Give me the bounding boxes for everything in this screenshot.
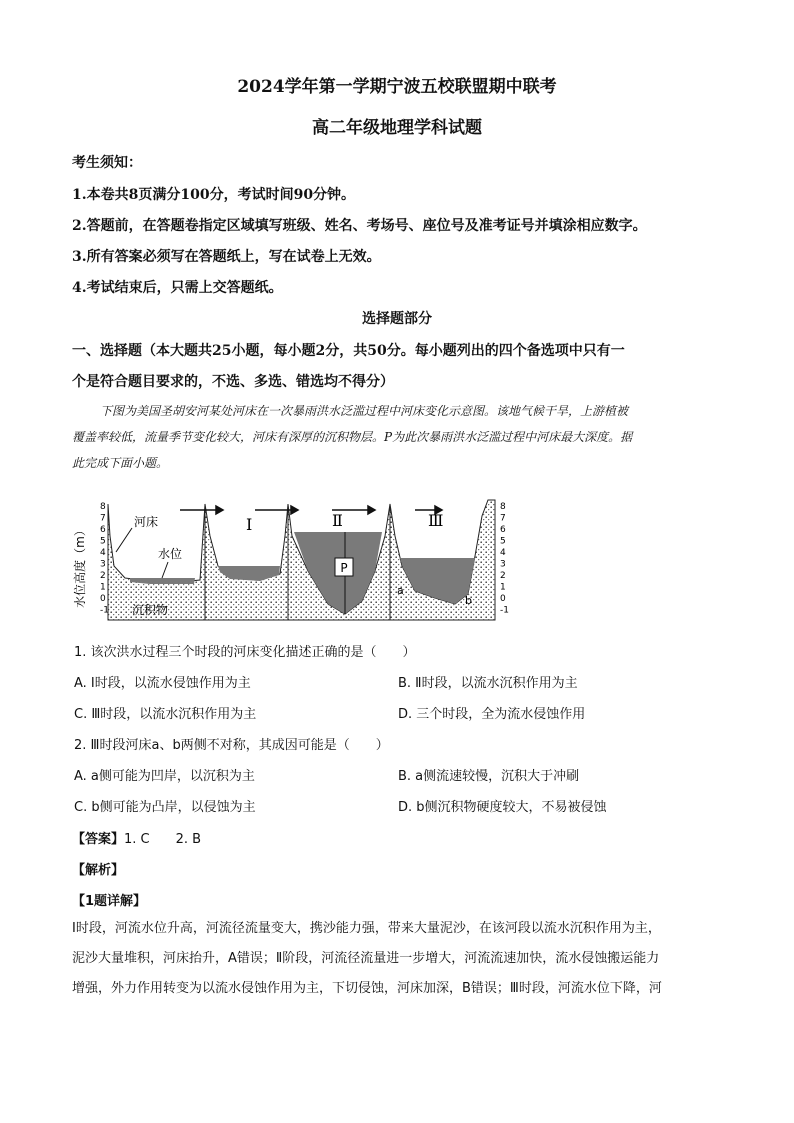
tick-label: 6 bbox=[100, 525, 106, 535]
stage-label: Ⅱ bbox=[332, 511, 343, 530]
tick-label: 7 bbox=[500, 513, 506, 524]
detail-label: 【1题详解】 bbox=[72, 894, 147, 909]
notice-item: 1.本卷共8页满分100分，考试时间90分钟。 bbox=[72, 187, 356, 203]
tick-label: 4 bbox=[100, 548, 106, 558]
analysis-label: 【解析】 bbox=[72, 863, 125, 878]
section-instruction: 一、选择题（本大题共25小题，每小题2分，共50分。每小题列出的四个备选项中只有一 bbox=[72, 343, 625, 359]
option-b: B. a侧流速较慢，沉积大于冲刷 bbox=[398, 769, 580, 784]
river-channel-figure bbox=[70, 496, 520, 630]
analysis-line: Ⅰ时段，河流水位升高，河流径流量变大，携沙能力强，带来大量泥沙，在该河段以流水沉积作用为主， bbox=[72, 921, 661, 936]
answer-value: 1. C 2. B bbox=[124, 832, 202, 847]
label-a: a bbox=[397, 584, 404, 597]
tick-label: 1 bbox=[100, 582, 106, 593]
label-sediment: 沉积物 bbox=[132, 603, 169, 617]
tick-label: 3 bbox=[100, 559, 106, 570]
option-d: D. b侧沉积物硬度较大，不易被侵蚀 bbox=[398, 800, 607, 815]
tick-label: 1 bbox=[500, 582, 506, 593]
analysis-body bbox=[72, 914, 732, 1004]
tick-label: 7 bbox=[100, 513, 106, 524]
tick-label: 2 bbox=[500, 571, 506, 581]
tick-label: 4 bbox=[500, 548, 506, 558]
label-riverbed: 河床 bbox=[134, 515, 159, 529]
stage-label: Ⅲ bbox=[428, 511, 444, 530]
exam-subtitle: 高二年级地理学科试题 bbox=[312, 118, 482, 138]
y-axis-label: 水位高度（m） bbox=[73, 524, 87, 608]
section-title: 选择题部分 bbox=[362, 311, 432, 327]
answer-label: 【答案】 bbox=[72, 832, 125, 847]
option-a: A. Ⅰ时段，以流水侵蚀作用为主 bbox=[74, 676, 251, 691]
notice-item: 3.所有答案必须写在答题纸上，写在试卷上无效。 bbox=[72, 249, 381, 265]
option-a: A. a侧可能为凹岸，以沉积为主 bbox=[74, 769, 255, 784]
tick-label: -1 bbox=[500, 605, 509, 616]
exam-title: 2024学年第一学期宁波五校联盟期中联考 bbox=[237, 77, 557, 97]
intro-line: 下图为美国圣胡安河某处河床在一次暴雨洪水泛滥过程中河床变化示意图。该地气候干旱，上游植被 bbox=[100, 404, 629, 418]
question-intro bbox=[72, 398, 732, 476]
stage-label: Ⅰ bbox=[246, 515, 253, 534]
option-b: B. Ⅱ时段，以流水沉积作用为主 bbox=[398, 676, 578, 691]
intro-line: 此完成下面小题。 bbox=[72, 456, 169, 470]
analysis-line: 泥沙大量堆积，河床抬升，A错误；Ⅱ阶段，河流径流量进一步增大，河流流速加快，流水侵蚀搬运能力 bbox=[72, 951, 660, 966]
tick-label: -1 bbox=[100, 605, 109, 616]
tick-label: 5 bbox=[100, 536, 106, 547]
answer-row bbox=[72, 828, 201, 847]
tick-label: 2 bbox=[100, 571, 106, 581]
notice-item: 4.考试结束后，只需上交答题纸。 bbox=[72, 280, 283, 296]
tick-label: 8 bbox=[500, 502, 506, 512]
ticks-right bbox=[500, 502, 509, 616]
section-instruction: 个是符合题目要求的，不选、多选、错选均不得分） bbox=[72, 374, 394, 390]
option-d: D. 三个时段，全为流水侵蚀作用 bbox=[398, 707, 586, 722]
question-stem: 1. 该次洪水过程三个时段的河床变化描述正确的是（ ） bbox=[74, 645, 416, 660]
notice-heading: 考生须知： bbox=[72, 155, 142, 171]
option-c: C. b侧可能为凸岸，以侵蚀为主 bbox=[74, 800, 256, 815]
tick-label: 5 bbox=[500, 536, 506, 547]
flow-arrows bbox=[180, 506, 442, 514]
tick-label: 3 bbox=[500, 559, 506, 570]
tick-label: 8 bbox=[100, 502, 106, 512]
option-c: C. Ⅲ时段，以流水沉积作用为主 bbox=[74, 707, 257, 722]
notice-item: 2.答题前，在答题卷指定区域填写班级、姓名、考场号、座位号及准考证号并填涂相应数字。 bbox=[72, 218, 647, 234]
label-p: P bbox=[340, 561, 348, 575]
analysis-line: 增强，外力作用转变为以流水侵蚀作用为主，下切侵蚀，河床加深，B错误；Ⅲ时段，河流水位下降，河 bbox=[72, 981, 662, 996]
tick-label: 6 bbox=[500, 525, 506, 535]
tick-label: 0 bbox=[500, 594, 506, 604]
label-b: b bbox=[465, 594, 472, 607]
label-water: 水位 bbox=[158, 547, 183, 561]
intro-line: 覆盖率较低，流量季节变化较大，河床有深厚的沉积物层。P为此次暴雨洪水泛滥过程中河床最大深度。据 bbox=[72, 430, 633, 444]
question-stem: 2. Ⅲ时段河床a、b两侧不对称，其成因可能是（ ） bbox=[74, 738, 389, 753]
tick-label: 0 bbox=[100, 594, 106, 604]
